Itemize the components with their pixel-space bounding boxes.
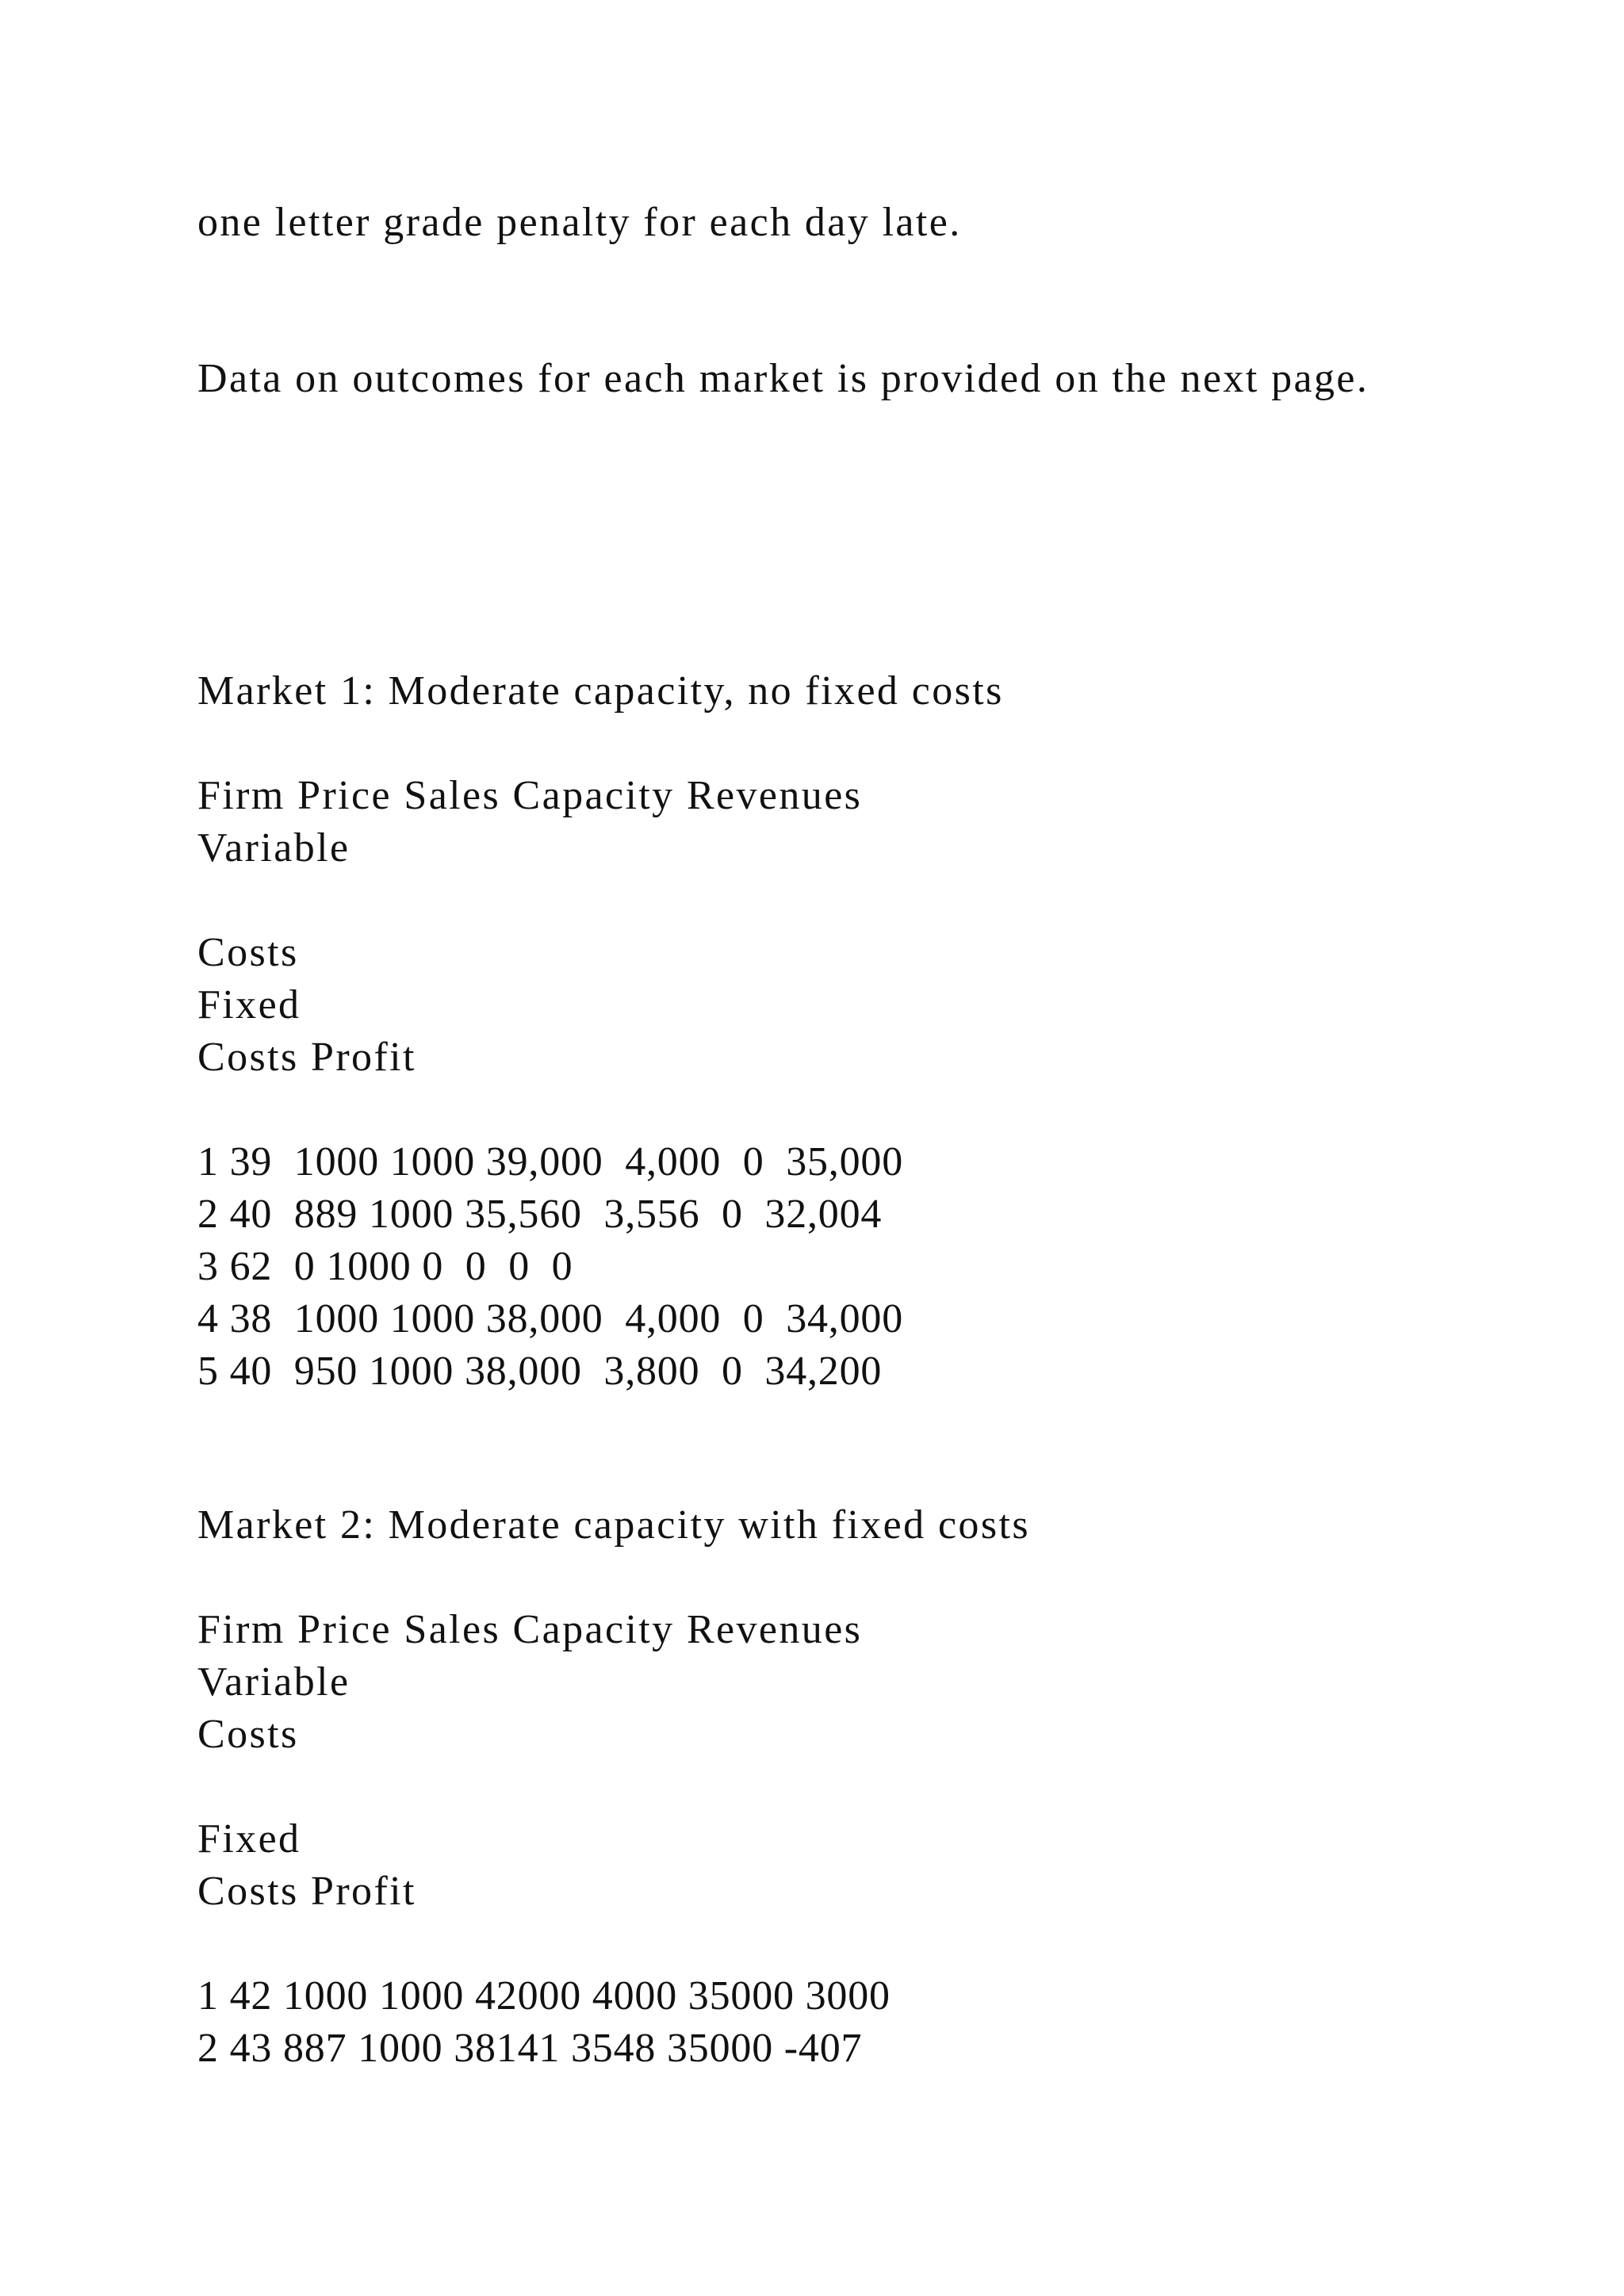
- market2-title: Market 2: Moderate capacity with fixed costs: [197, 1502, 1030, 1548]
- data-note-text: Data on outcomes for each market is provided on the next page.: [197, 356, 1369, 401]
- market1-header-line: Costs: [197, 930, 299, 975]
- market1-header-line: Costs Profit: [197, 1035, 416, 1080]
- market2-header-line: Firm Price Sales Capacity Revenues: [197, 1607, 863, 1652]
- market1-header-line: Firm Price Sales Capacity Revenues: [197, 773, 863, 818]
- market1-header-line: Variable: [197, 825, 350, 871]
- market1-table-row: 2 40 889 1000 35,560 3,556 0 32,004: [197, 1192, 883, 1237]
- market1-table-row: 3 62 0 1000 0 0 0 0: [197, 1244, 573, 1289]
- market1-table-row: 4 38 1000 1000 38,000 4,000 0 34,000: [197, 1296, 903, 1341]
- market1-header-line: Fixed: [197, 982, 301, 1027]
- market2-header-line: Costs Profit: [197, 1869, 416, 1914]
- market2-header-line: Costs: [197, 1712, 299, 1757]
- market2-table-row: 1 42 1000 1000 42000 4000 35000 3000: [197, 1973, 891, 2019]
- market1-table-row: 1 39 1000 1000 39,000 4,000 0 35,000: [197, 1139, 903, 1184]
- market2-table-row: 2 43 887 1000 38141 3548 35000 -407: [197, 2026, 863, 2071]
- market1-title: Market 1: Moderate capacity, no fixed costs: [197, 668, 1004, 714]
- penalty-text: one letter grade penalty for each day late.: [197, 200, 962, 245]
- market2-header-line: Variable: [197, 1659, 350, 1705]
- market2-header-line: Fixed: [197, 1816, 301, 1862]
- market1-table-row: 5 40 950 1000 38,000 3,800 0 34,200: [197, 1349, 883, 1394]
